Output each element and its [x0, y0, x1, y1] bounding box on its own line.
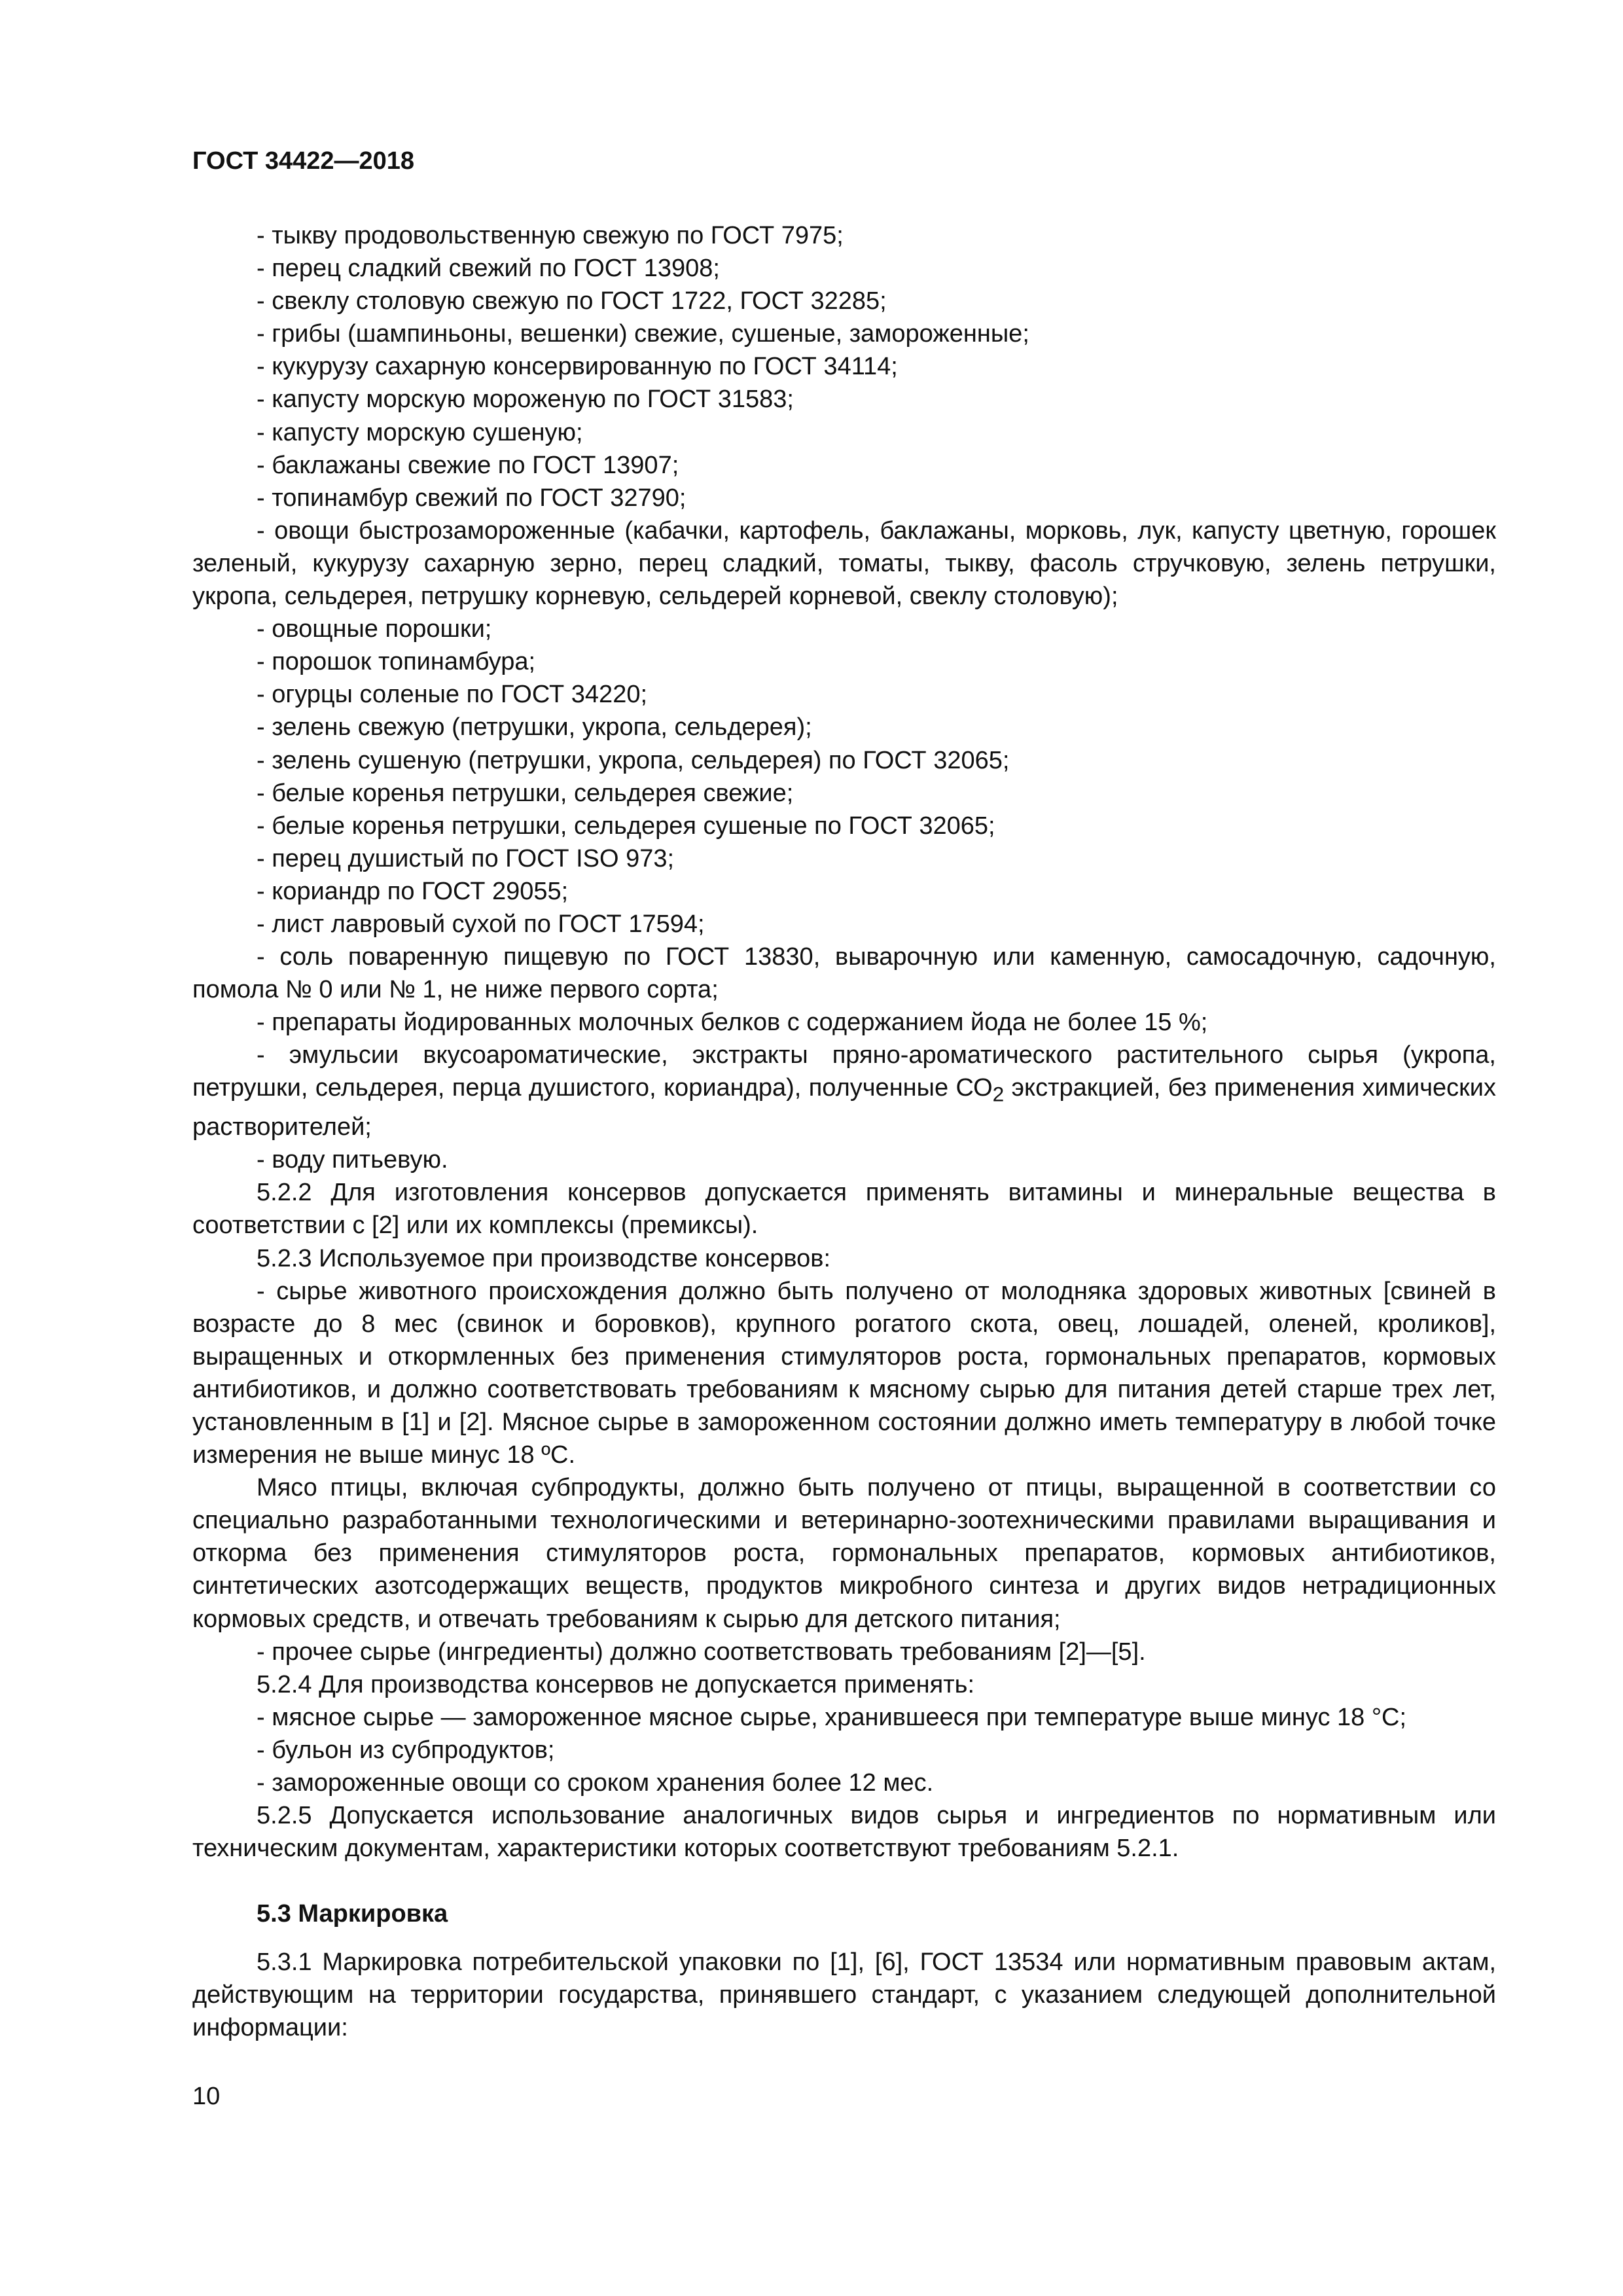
paragraph: - баклажаны свежие по ГОСТ 13907;	[257, 451, 679, 479]
paragraph: - огурцы соленые по ГОСТ 34220;	[257, 681, 648, 709]
paragraph: - свеклу столовую свежую по ГОСТ 1722, ГОСТ 32285;	[257, 287, 887, 315]
emulsion-text-end: экстракцией, без применения химических растворителей;	[192, 1074, 1496, 1141]
paragraph: - препараты йодированных молочных белков с содержанием йода не более 15 %;	[257, 1009, 1208, 1037]
paragraph: - кориандр по ГОСТ 29055;	[257, 877, 569, 905]
paragraph: - грибы (шампиньоны, вешенки) свежие, сушеные, замороженные;	[257, 320, 1029, 348]
page-number: 10	[192, 2083, 221, 2110]
paragraph: - прочее сырье (ингредиенты) должно соответствовать требованиям [2]—[5].	[257, 1638, 1146, 1666]
document-body	[192, 219, 1496, 2045]
emulsion-paragraph	[192, 1039, 1496, 1143]
paragraph: - зелень сушеную (петрушки, укропа, сельдерея) по ГОСТ 32065;	[257, 746, 1010, 774]
paragraph: - мясное сырье — замороженное мясное сырье, хранившееся при температуре выше минус 18 °С;	[257, 1703, 1407, 1731]
paragraph: - овощные порошки;	[257, 615, 492, 643]
paragraph: - лист лавровый сухой по ГОСТ 17594;	[257, 910, 705, 938]
paragraph: - овощи быстрозамороженные (кабачки, картофель, баклажаны, морковь, лук, капусту цветную, горошек зеленый, кукурузу сахарную зерно, перец сладкий, томаты, тыкву, фасоль стручковую, зелень петрушки, укропа, сельдерея, петрушку корневую, сельдерей корневой, свеклу столовую);	[192, 516, 1496, 611]
document-header: ГОСТ 34422—2018	[192, 147, 415, 175]
paragraph: - белые коренья петрушки, сельдерея сушеные по ГОСТ 32065;	[257, 812, 995, 840]
paragraph: - воду питьевую.	[257, 1146, 448, 1174]
paragraph: - тыкву продовольственную свежую по ГОСТ 7975;	[257, 222, 844, 249]
paragraph: 5.2.3 Используемое при производстве консервов:	[257, 1244, 831, 1272]
paragraph: - капусту морскую мороженую по ГОСТ 31583;	[257, 386, 794, 414]
paragraph: - зелень свежую (петрушки, укропа, сельдерея);	[257, 713, 812, 742]
paragraph: - соль поваренную пищевую по ГОСТ 13830, выварочную или каменную, самосадочную, садочную, помола № 0 или № 1, не ниже первого сорта;	[192, 943, 1496, 1004]
paragraph: - топинамбур свежий по ГОСТ 32790;	[257, 484, 687, 512]
paragraph: 5.2.4 Для производства консервов не допускается применять:	[257, 1670, 975, 1698]
paragraph: - капусту морскую сушеную;	[257, 418, 583, 446]
paragraph: - перец душистый по ГОСТ ISO 973;	[257, 844, 675, 872]
emulsion-text: - эмульсии вкусоароматические, экстракты пряно-ароматического растительного сырья (укропа, петрушки, сельдерея, перца душистого, кориандра), полученные СО	[192, 1041, 1496, 1102]
ingredient-list	[192, 219, 1496, 1039]
paragraph: - кукурузу сахарную консервированную по ГОСТ 34114;	[257, 353, 898, 381]
paragraph: - перец сладкий свежий по ГОСТ 13908;	[257, 255, 720, 283]
requirements-list	[192, 1143, 1496, 1865]
paragraph: - сырье животного происхождения должно быть получено от молодняка здоровых животных [свиней в возрасте до 8 мес (свинок и боровков), крупного рогатого скота, овец, лошадей, оленей, кроликов], выращенных и откормленных без применения стимуляторов роста, гормональных препаратов, кормовых антибиотиков, и должно соответствовать требованиям к мясному сырью для питания детей старше трех лет, установленным в [1] и [2]. Мясное сырье в замороженном состоянии должно иметь температуру в любой точке измерения не выше минус 18 ºС.	[192, 1277, 1496, 1469]
paragraph: 5.2.2 Для изготовления консервов допускается применять витамины и минеральные вещества в соответствии с [2] или их комплексы (премиксы).	[192, 1179, 1496, 1240]
section-heading: 5.3 Маркировка	[257, 1900, 448, 1928]
paragraph: 5.2.5 Допускается использование аналогичных видов сырья и ингредиентов по нормативным или техническим документам, характеристики которых соответствуют требованиям 5.2.1.	[192, 1802, 1496, 1863]
co2-subscript: 2	[992, 1083, 1005, 1107]
paragraph: - бульон из субпродуктов;	[257, 1736, 555, 1764]
section-paragraph: 5.3.1 Маркировка потребительской упаковки по [1], [6], ГОСТ 13534 или нормативным правовым актам, действующим на территории государства, принявшего стандарт, с указанием следующей дополнительной информации:	[192, 1948, 1496, 2042]
paragraph: - белые коренья петрушки, сельдерея свежие;	[257, 779, 794, 807]
paragraph: Мясо птицы, включая субпродукты, должно быть получено от птицы, выращенной в соответствии со специально разработанными технологическими и ветеринарно-зоотехническими правилами выращивания и откорма без применения стимуляторов роста, гормональных препаратов, кормовых антибиотиков, синтетических азотсодержащих веществ, продуктов микробного синтеза и других видов нетрадиционных кормовых средств, и отвечать требованиям к сырью для детского питания;	[192, 1474, 1496, 1633]
paragraph: - порошок топинамбура;	[257, 648, 536, 676]
paragraph: - замороженные овощи со сроком хранения более 12 мес.	[257, 1769, 934, 1797]
